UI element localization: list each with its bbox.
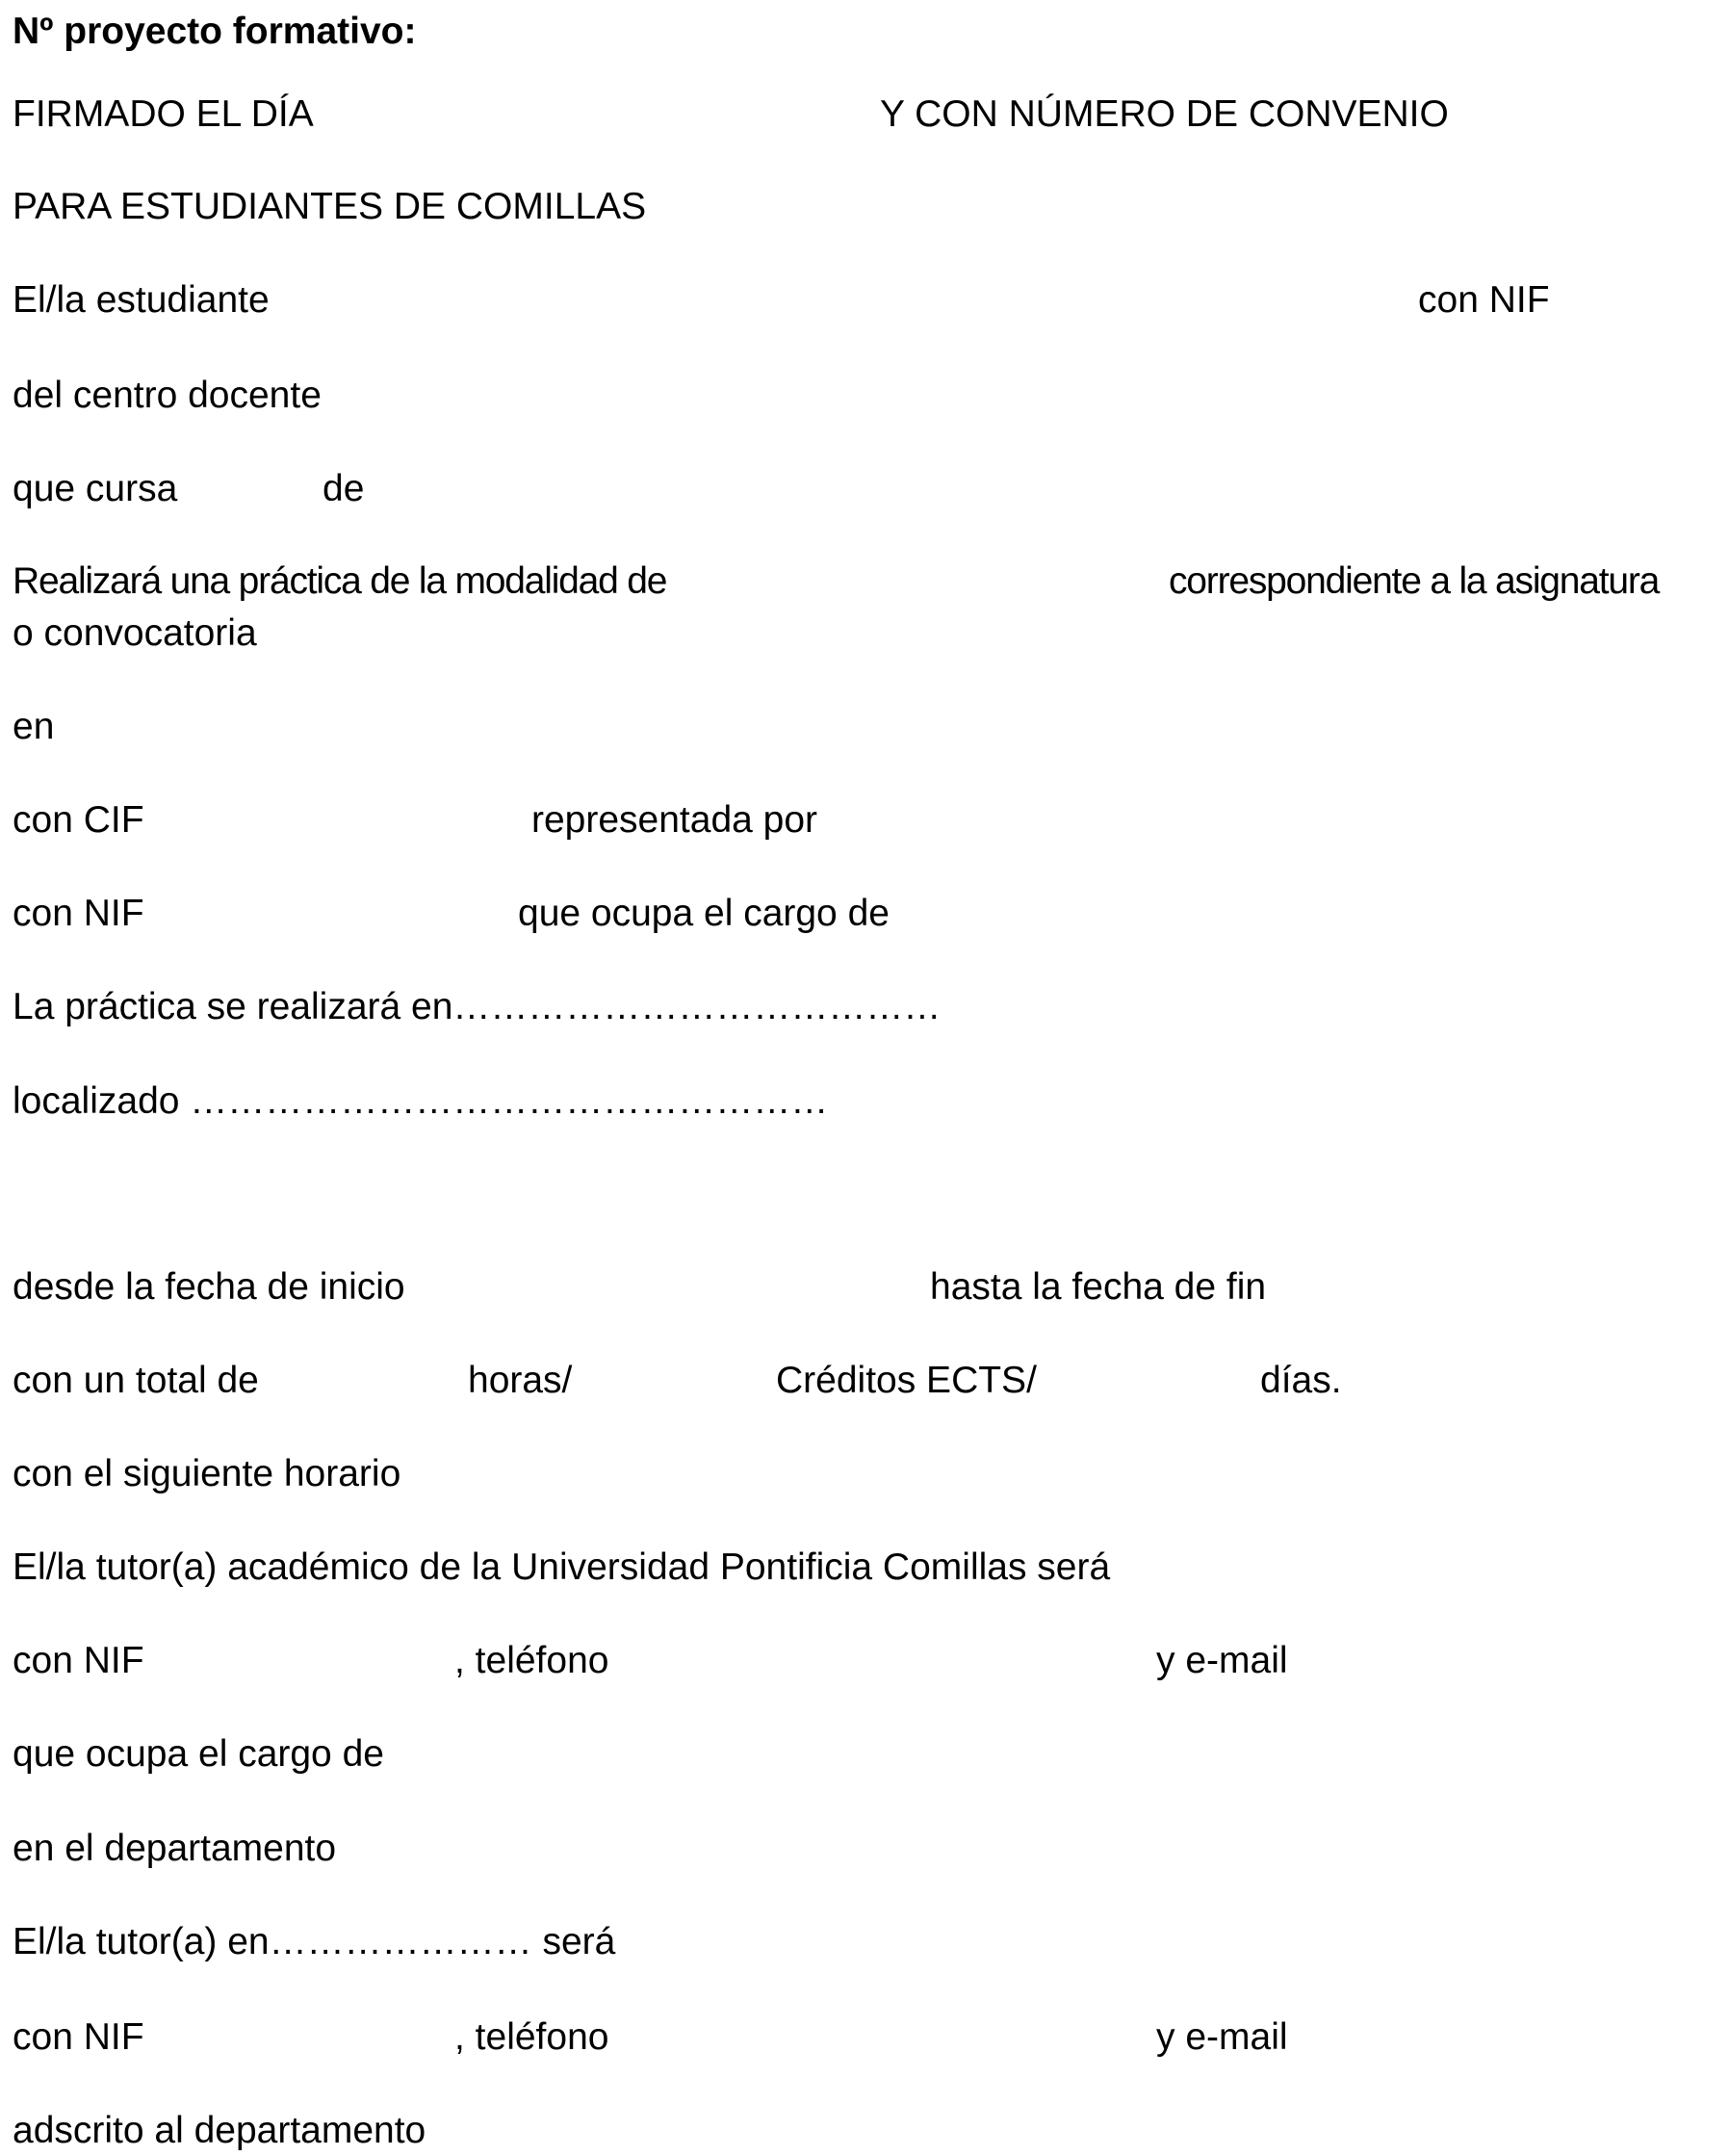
agreement-number-label: Y CON NÚMERO DE CONVENIO <box>880 93 1449 135</box>
course-of-label: de <box>323 468 365 509</box>
entity-tutor-email-label: y e-mail <box>1156 2016 1288 2058</box>
rep-position-label: que ocupa el cargo de <box>518 893 890 934</box>
course-label: que cursa <box>13 468 178 509</box>
practice-location-label: La práctica se realizará en………………………………… <box>13 986 942 1027</box>
days-label: días. <box>1260 1360 1342 1401</box>
entity-in-label: en <box>13 706 55 747</box>
located-label: localizado …………………………………………… <box>13 1080 829 1122</box>
academic-tutor-label: El/la tutor(a) académico de la Universidad Pontificia Comillas será <box>13 1546 1111 1588</box>
academic-tutor-nif-label: con NIF <box>13 1640 144 1681</box>
total-label: con un total de <box>13 1360 259 1401</box>
start-date-label: desde la fecha de inicio <box>13 1266 405 1308</box>
ects-label: Créditos ECTS/ <box>776 1360 1037 1401</box>
student-nif-label: con NIF <box>1418 279 1550 321</box>
entity-tutor-phone-label: , teléfono <box>454 2016 609 2058</box>
school-label: del centro docente <box>13 375 322 416</box>
practice-mode-label: Realizará una práctica de la modalidad de <box>13 560 667 602</box>
rep-nif-label: con NIF <box>13 893 144 934</box>
academic-tutor-phone-label: , teléfono <box>454 1640 609 1681</box>
academic-tutor-email-label: y e-mail <box>1156 1640 1288 1681</box>
academic-tutor-department-label: en el departamento <box>13 1828 337 1869</box>
entity-tutor-label: El/la tutor(a) en………………… será <box>13 1921 616 1962</box>
end-date-label: hasta la fecha de fin <box>930 1266 1267 1308</box>
project-number-label: Nº proyecto formativo: <box>13 11 417 52</box>
student-label: El/la estudiante <box>13 279 270 321</box>
students-label: PARA ESTUDIANTES DE COMILLAS <box>13 186 647 227</box>
entity-tutor-department-label: adscrito al departamento <box>13 2110 426 2151</box>
subject-label: correspondiente a la asignatura <box>1169 560 1660 602</box>
academic-tutor-position-label: que ocupa el cargo de <box>13 1733 384 1775</box>
signed-on-label: FIRMADO EL DÍA <box>13 93 314 135</box>
call-label: o convocatoria <box>13 612 257 654</box>
hours-label: horas/ <box>468 1360 573 1401</box>
cif-label: con CIF <box>13 799 144 841</box>
entity-tutor-nif-label: con NIF <box>13 2016 144 2058</box>
represented-by-label: representada por <box>531 799 818 841</box>
timetable-label: con el siguiente horario <box>13 1453 401 1494</box>
